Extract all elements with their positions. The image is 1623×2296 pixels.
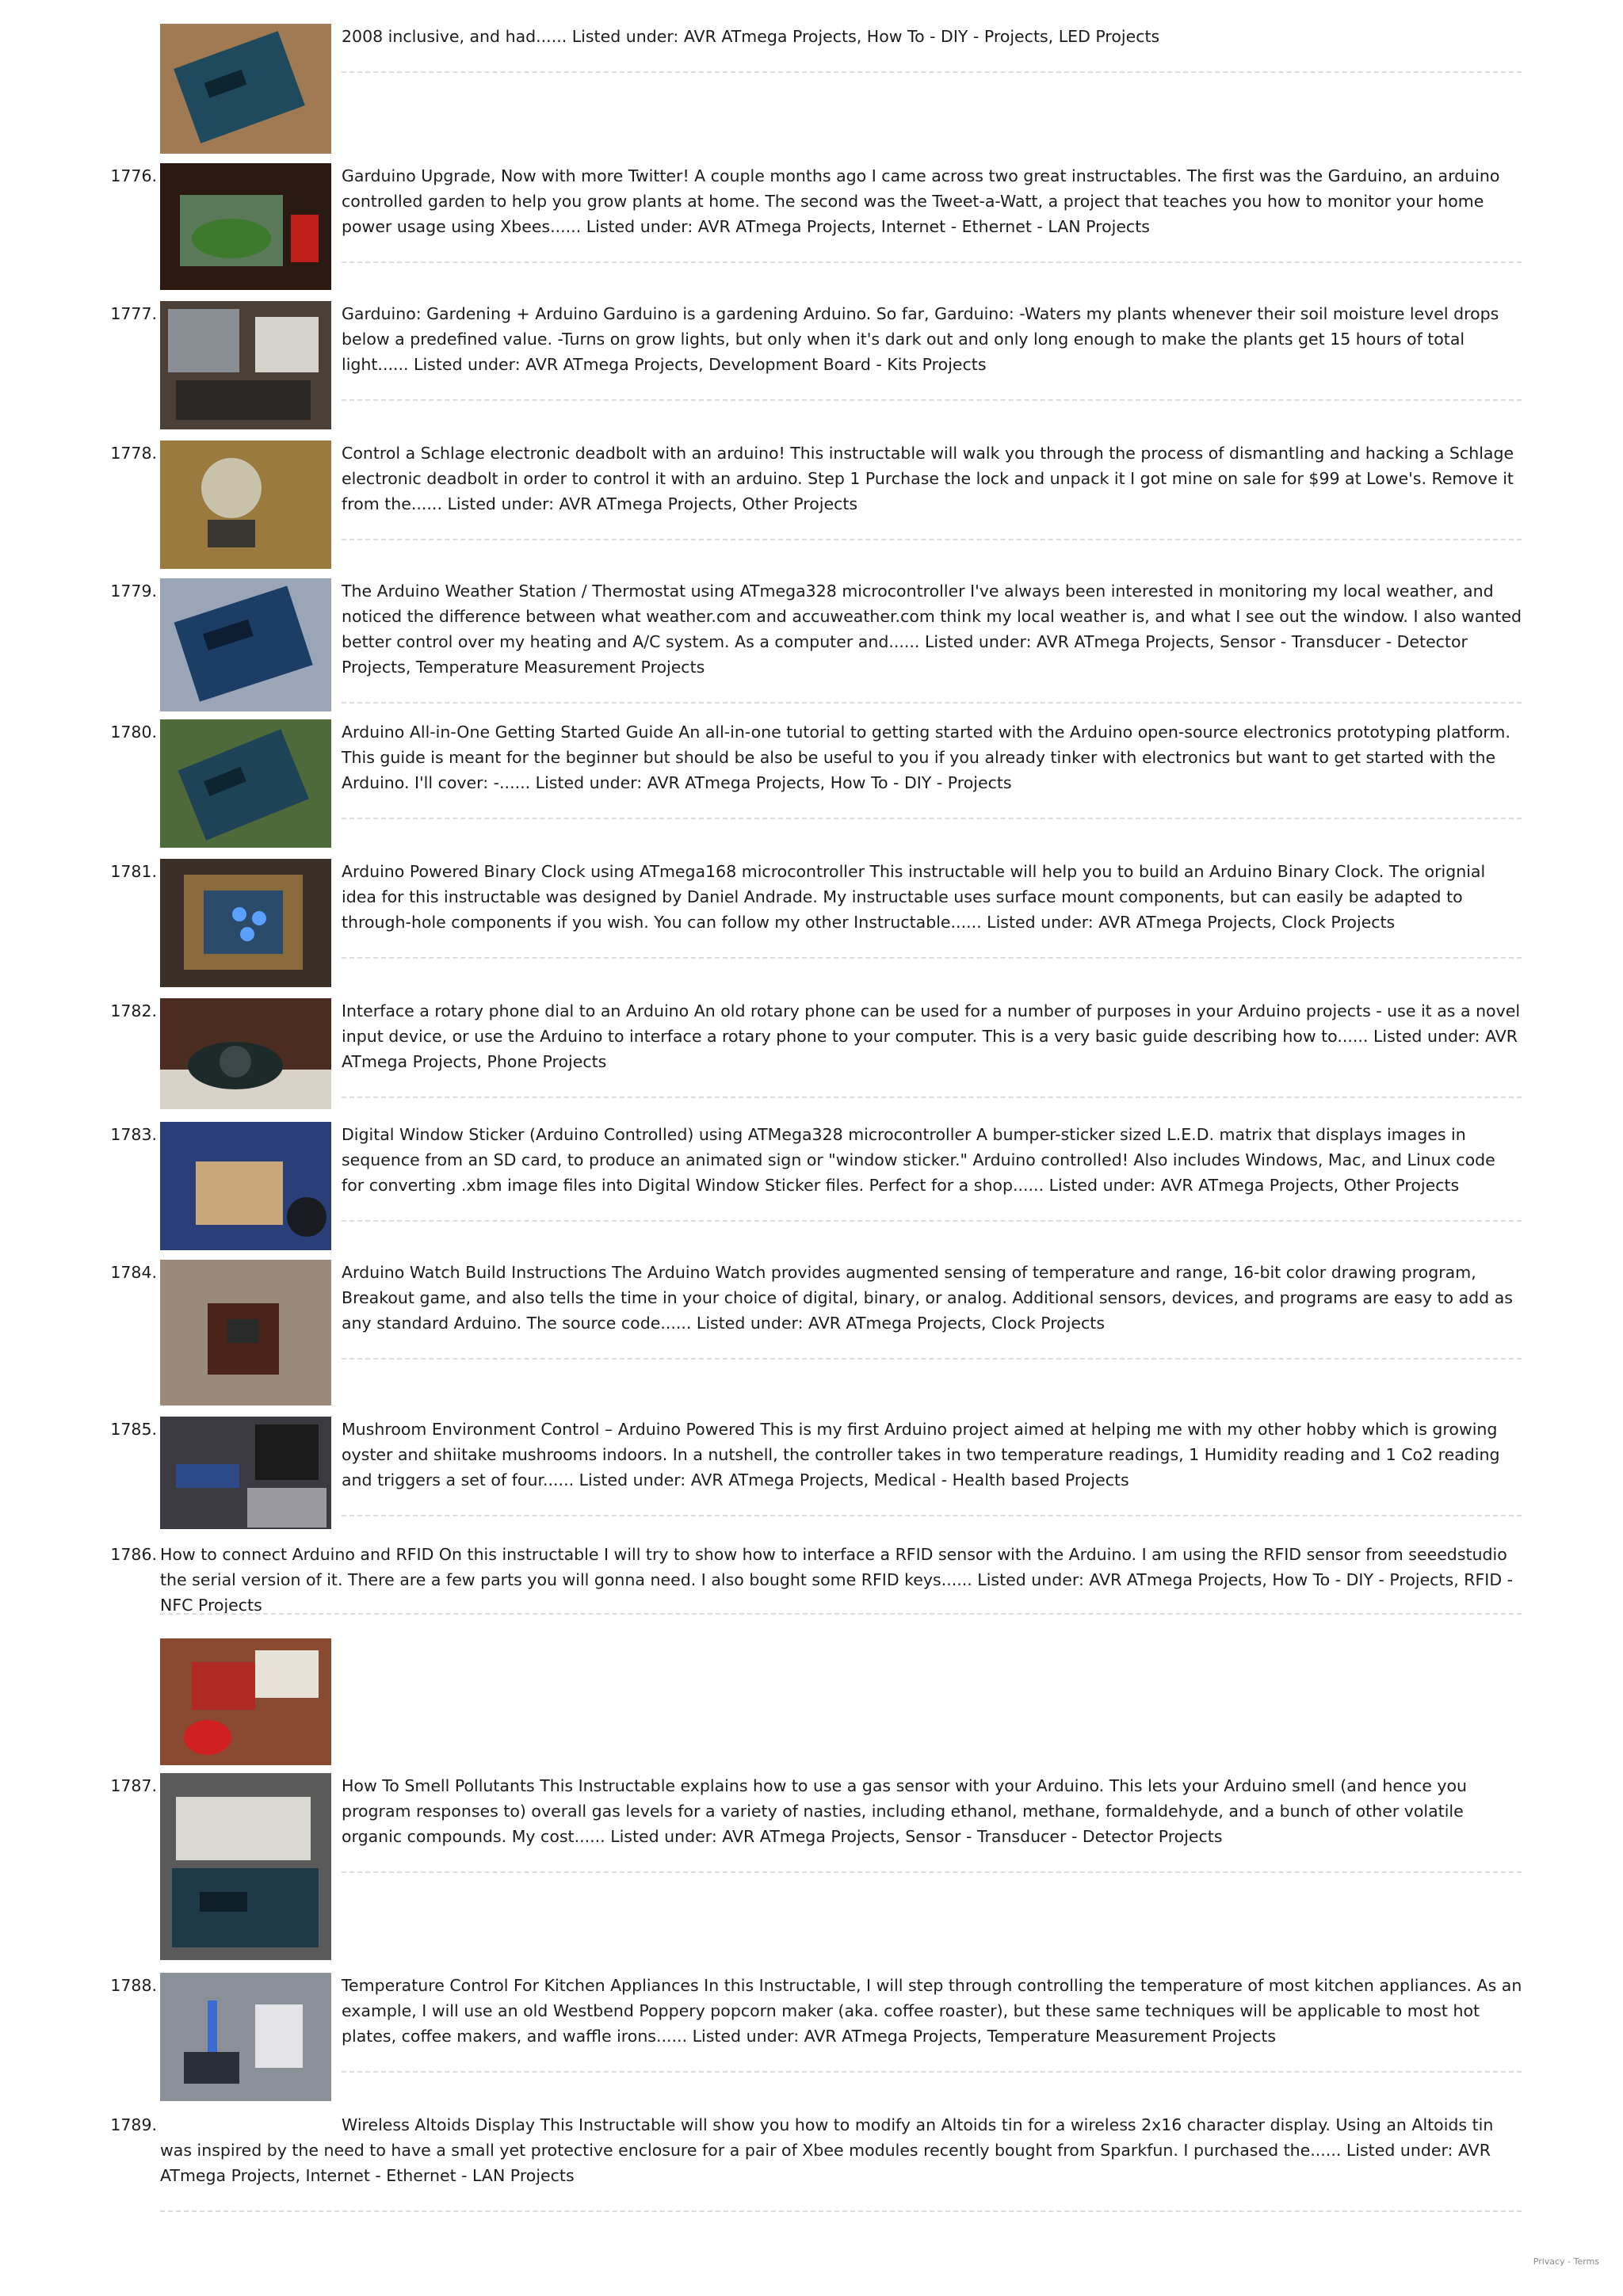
item-separator bbox=[342, 957, 1522, 959]
project-description[interactable]: How To Smell Pollutants This Instructable explains how to use a gas sensor with your Arduino. This lets your Arduino smell (and hence you program responses to) overall gas levels for a variety of nasties, including ethanol, methane, formaldehyde, and a bunch of other volatile organic compounds. My cost...... Listed under: AVR ATmega Projects, Sensor - Transducer - Detector Projects bbox=[342, 1776, 1468, 1846]
project-description[interactable]: Arduino Powered Binary Clock using ATmega168 microcontroller This instructable will help you to build an Arduino Binary Clock. The orignial idea for this instructable was designed by Daniel Andrade. My instructable uses surface mount components, but can easily be adapted to through-hole components if you wish. You can follow my other Instructable...... Listed under: AVR ATmega Projects, Clock Projects bbox=[342, 862, 1486, 932]
item-number: 1784. bbox=[110, 1263, 157, 1282]
project-thumbnail[interactable] bbox=[160, 1773, 331, 1960]
item-separator bbox=[342, 1871, 1522, 1873]
project-description[interactable]: How to connect Arduino and RFID On this instructable I will try to show how to interface a RFID sensor with the Arduino. I am using the RFID sensor from seeedstudio the serial version of it. There are a few parts you will gonna need. I also bought some RFID keys...... Listed under: AVR ATmega Projects, How To - DIY - Projects, RFID - NFC Projects bbox=[160, 1545, 1514, 1615]
project-description[interactable]: Garduino: Gardening + Arduino Garduino is a gardening Arduino. So far, Garduino: -Waters my plants whenever their soil moisture level drops below a predefined value. -Turns on grow lights, but only when it's dark out and only long enough to make the plants get 15 hours of total light...... Listed under: AVR ATmega Projects, Development Board - Kits Projects bbox=[342, 304, 1499, 374]
item-number: 1779. bbox=[110, 582, 157, 601]
weather-station-photo-icon bbox=[160, 578, 331, 711]
project-thumbnail[interactable] bbox=[160, 859, 331, 987]
item-separator bbox=[342, 1220, 1522, 1222]
arduino-board-photo-icon bbox=[160, 24, 331, 154]
temperature-control-photo-icon bbox=[160, 1973, 331, 2101]
project-thumbnail[interactable] bbox=[160, 1417, 331, 1529]
project-thumbnail[interactable] bbox=[160, 1973, 331, 2101]
item-number: 1780. bbox=[110, 723, 157, 742]
item-number: 1781. bbox=[110, 862, 157, 881]
item-separator bbox=[160, 1613, 1522, 1615]
item-separator bbox=[342, 539, 1522, 540]
project-thumbnail[interactable] bbox=[160, 163, 331, 290]
project-thumbnail[interactable] bbox=[160, 1260, 331, 1405]
project-description[interactable]: Wireless Altoids Display This Instructable will show you how to modify an Altoids tin for a wireless 2x16 character display. Using an Altoids tin was inspired by the need to have a small yet protective enclosure for a pair of Xbee modules recently bought from Sparkfun. I purchased the...... Listed under: AVR ATmega Projects, Internet - Ethernet - LAN Projects bbox=[160, 2115, 1494, 2185]
privacy-link[interactable]: Privacy bbox=[1533, 2256, 1565, 2267]
mushroom-control-photo-icon bbox=[160, 1417, 331, 1529]
garduino-photo-icon bbox=[160, 301, 331, 429]
project-description[interactable]: Digital Window Sticker (Arduino Controlled) using ATMega328 microcontroller A bumper-sticker sized L.E.D. matrix that displays images in sequence from an SD card, to produce an animated sign or "window sticker." Arduino controlled! Also includes Windows, Mac, and Linux code for converting .xbm image files into Digital Window Sticker files. Perfect for a shop...... Listed under: AVR ATmega Projects, Other Projects bbox=[342, 1125, 1495, 1195]
footer-separator: - bbox=[1568, 2256, 1571, 2267]
footer-links bbox=[1533, 2256, 1599, 2267]
project-thumbnail[interactable] bbox=[160, 578, 331, 711]
project-description[interactable]: Control a Schlage electronic deadbolt with an arduino! This instructable will walk you through the process of dismantling and hacking a Schlage electronic deadbolt in order to control it with an arduino. Step 1 Purchase the lock and unpack it I got mine on sale for $99 at Lowe's. Remove it from the...... Listed under: AVR ATmega Projects, Other Projects bbox=[342, 444, 1514, 513]
item-separator bbox=[160, 2210, 1522, 2212]
item-separator bbox=[342, 1515, 1522, 1516]
project-description[interactable]: Temperature Control For Kitchen Appliances In this Instructable, I will step through controlling the temperature of most kitchen appliances. As an example, I will use an old Westbend Poppery popcorn maker (aka. coffee roaster), but these same techniques will be applicable to most hot plates, coffee makers, and waffle irons...... Listed under: AVR ATmega Projects, Temperature Measurement Projects bbox=[342, 1976, 1522, 2046]
project-thumbnail[interactable] bbox=[160, 719, 331, 848]
terms-link[interactable]: Terms bbox=[1573, 2256, 1599, 2267]
item-separator bbox=[342, 399, 1522, 401]
item-separator bbox=[342, 818, 1522, 819]
project-description[interactable]: 2008 inclusive, and had...... Listed under: AVR ATmega Projects, How To - DIY - Projects, LED Projects bbox=[342, 27, 1160, 46]
gas-sensor-photo-icon bbox=[160, 1773, 331, 1960]
arduino-watch-photo-icon bbox=[160, 1260, 331, 1405]
item-separator bbox=[342, 1097, 1522, 1098]
project-thumbnail[interactable] bbox=[160, 441, 331, 569]
item-number: 1783. bbox=[110, 1125, 157, 1144]
item-separator bbox=[342, 71, 1522, 73]
item-number: 1778. bbox=[110, 444, 157, 463]
window-sticker-photo-icon bbox=[160, 1122, 331, 1250]
item-number: 1782. bbox=[110, 1001, 157, 1020]
project-description[interactable]: Garduino Upgrade, Now with more Twitter! A couple months ago I came across two great instructables. The first was the Garduino, an arduino controlled garden to help you grow plants at home. The second was the Tweet-a-Watt, a project that teaches you how to monitor your home power usage using Xbees...... Listed under: AVR ATmega Projects, Internet - Ethernet - LAN Projects bbox=[342, 166, 1500, 236]
project-thumbnail[interactable] bbox=[160, 301, 331, 429]
project-thumbnail[interactable] bbox=[160, 1638, 331, 1765]
project-thumbnail[interactable] bbox=[160, 998, 331, 1109]
item-number: 1786. bbox=[110, 1545, 157, 1564]
project-description[interactable]: The Arduino Weather Station / Thermostat using ATmega328 microcontroller I've always been interested in monitoring my local weather, and noticed the difference between what weather.com and accuweather.com think my local weather is, and what I see out the window. I also wanted better control over my heating and A/C system. As a computer and...... Listed under: AVR ATmega Projects, Sensor - Transducer - Detector Projects, Temperature Measurement Projects bbox=[342, 582, 1522, 677]
item-separator bbox=[342, 1358, 1522, 1360]
project-thumbnail[interactable] bbox=[160, 24, 331, 154]
project-description[interactable]: Arduino Watch Build Instructions The Arduino Watch provides augmented sensing of temperature and range, 16-bit color drawing program, Breakout game, and also tells the time in your choice of digital, binary, or analog. Additional sensors, devices, and programs are easy to add as any standard Arduino. The source code...... Listed under: AVR ATmega Projects, Clock Projects bbox=[342, 1263, 1513, 1333]
rfid-photo-icon bbox=[160, 1638, 331, 1765]
project-description[interactable]: Arduino All-in-One Getting Started Guide An all-in-one tutorial to getting started with the Arduino open-source electronics prototyping platform. This guide is meant for the beginner but should be also be useful to you if you already tinker with electronics but want to get started with the Arduino. I'll cover: -...... Listed under: AVR ATmega Projects, How To - DIY - Projects bbox=[342, 723, 1510, 792]
item-separator bbox=[342, 702, 1522, 704]
binary-clock-photo-icon bbox=[160, 859, 331, 987]
deadbolt-photo-icon bbox=[160, 441, 331, 569]
rotary-phone-photo-icon bbox=[160, 998, 331, 1109]
project-description[interactable]: Interface a rotary phone dial to an Arduino An old rotary phone can be used for a number of purposes in your Arduino projects - use it as a novel input device, or use the Arduino to interface a rotary phone to your computer. This is a very basic guide describing how to...... Listed under: AVR ATmega Projects, Phone Projects bbox=[342, 1001, 1521, 1071]
arduino-board-photo-icon bbox=[160, 719, 331, 848]
item-number: 1787. bbox=[110, 1776, 157, 1795]
item-separator bbox=[342, 261, 1522, 263]
item-number: 1788. bbox=[110, 1976, 157, 1995]
item-number: 1789. bbox=[110, 2115, 157, 2134]
project-description[interactable]: Mushroom Environment Control – Arduino Powered This is my first Arduino project aimed at helping me with my other hobby which is growing oyster and shiitake mushrooms indoors. In a nutshell, the controller takes in two temperature readings, 1 Humidity reading and 1 Co2 reading and triggers a set of four...... Listed under: AVR ATmega Projects, Medical - Health based Projects bbox=[342, 1420, 1500, 1489]
item-number: 1785. bbox=[110, 1420, 157, 1439]
project-thumbnail[interactable] bbox=[160, 1122, 331, 1250]
item-number: 1777. bbox=[110, 304, 157, 323]
item-separator bbox=[342, 2071, 1522, 2073]
garden-photo-icon bbox=[160, 163, 331, 290]
item-number: 1776. bbox=[110, 166, 157, 185]
